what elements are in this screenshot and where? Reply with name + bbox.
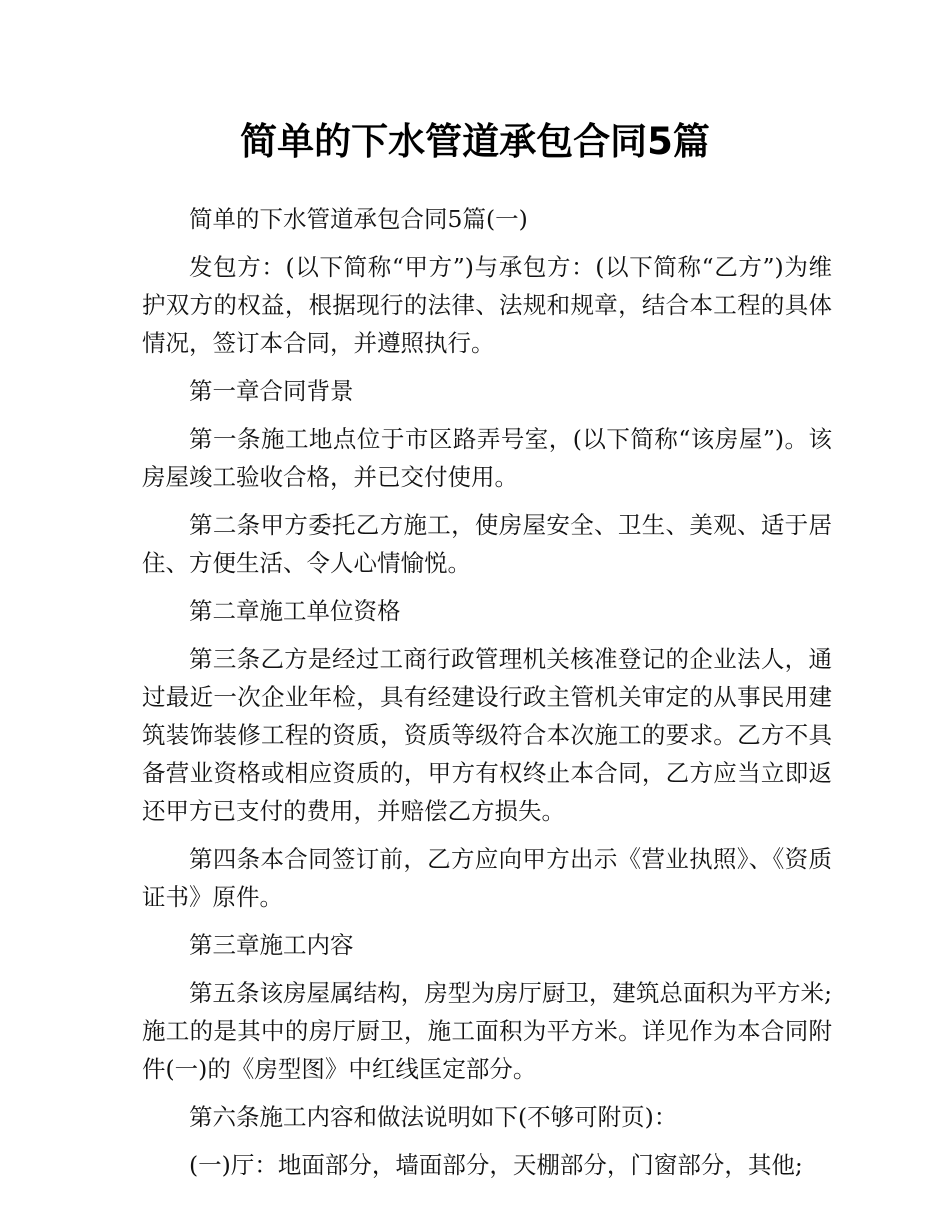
article-1: 第一条施工地点位于市区路弄号室，(以下简称“该房屋”)。该房屋竣工验收合格，并已交付使用。 <box>142 425 832 491</box>
article-5: 第五条该房屋属结构，房型为房厅厨卫，建筑总面积为平方米;施工的是其中的房厅厨卫，施工面积为平方米。详见作为本合同附件(一)的《房型图》中红线匡定部分。 <box>142 979 832 1083</box>
document-title: 简单的下水管道承包合同5篇 <box>240 120 710 163</box>
paragraph-parties: 发包方：(以下简称“甲方”)与承包方：(以下简称“乙方”)为维护双方的权益，根据现行的法律、法规和规章，结合本工程的具体情况，签订本合同，并遵照执行。 <box>142 253 832 357</box>
document-body <box>142 200 832 1194</box>
article-3: 第三条乙方是经过工商行政管理机关核准登记的企业法人，通过最近一次企业年检，具有经建设行政主管机关审定的从事民用建筑装饰装修工程的资质，资质等级符合本次施工的要求。乙方不具备营业资格或相应资质的，甲方有权终止本合同，乙方应当立即返还甲方已支付的费用，并赔偿乙方损失。 <box>142 645 832 825</box>
article-6: 第六条施工内容和做法说明如下(不够可附页)： <box>189 1103 678 1131</box>
chapter-heading-2: 第二章施工单位资格 <box>189 597 401 625</box>
article-2: 第二条甲方委托乙方施工，使房屋安全、卫生、美观、适于居住、方便生活、令人心情愉悦。 <box>142 511 832 577</box>
paragraph-subtitle: 简单的下水管道承包合同5篇(一) <box>189 205 528 233</box>
chapter-heading-3: 第三章施工内容 <box>189 931 354 959</box>
article-6-item-1: (一)厅：地面部分，墙面部分，天棚部分，门窗部分，其他; <box>189 1151 803 1179</box>
chapter-heading-1: 第一章合同背景 <box>189 377 354 405</box>
article-4: 第四条本合同签订前，乙方应向甲方出示《营业执照》、《资质证书》原件。 <box>142 845 832 911</box>
